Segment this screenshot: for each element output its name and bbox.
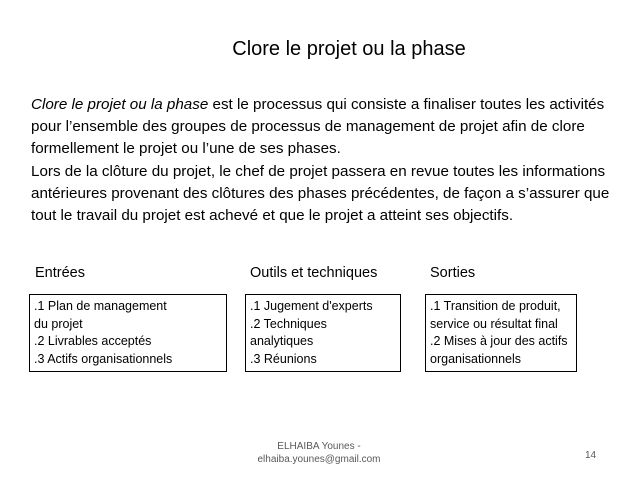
paragraph-rest: est le processus qui consiste a finaliser toutes les activités pour l’ensemble des groupes de processus de management de projet afin de clore formellement le projet ou l’une de ses phases. [31,96,605,158]
outputs-line: .1 Transition de produit, [430,299,561,313]
tools-line: .3 Réunions [250,351,317,366]
outputs-box [425,294,577,372]
inputs-heading: Entrées [35,265,85,281]
footer-email: elhaiba.younes@gmail.com [257,454,381,465]
paragraph-second: Lors de la clôture du projet, le chef de projet passera en revue toutes les informations antérieures provenant des clôtures des phases précédentes, de façon a s’assurer que tout le travail du projet est achevé et que le projet a atteint ses objectifs. [31,162,610,225]
body-paragraph [31,94,616,227]
inputs-box [29,294,227,372]
inputs-line: .2 Livrables acceptés [34,334,152,348]
tools-line: analytiques [250,334,314,348]
inputs-line: .3 Actifs organisationnels [34,351,173,366]
outputs-line: service ou résultat final [430,316,558,331]
tools-line: .2 Techniques [250,316,327,331]
tools-heading: Outils et techniques [250,265,378,281]
paragraph-lead-italic: Clore le projet ou la phase [31,96,209,113]
tools-line: .1 Jugement d'experts [250,299,373,313]
footer-author: ELHAIBA Younes - [277,441,361,452]
inputs-line: .1 Plan de management [34,299,167,313]
outputs-heading: Sorties [430,265,476,281]
tools-box [245,294,401,372]
slide-title: Clore le projet ou la phase [232,38,466,60]
outputs-line: .2 Mises à jour des actifs [430,334,568,348]
page-number: 14 [585,450,597,461]
footer-credit [240,440,398,466]
outputs-line: organisationnels [430,351,522,366]
inputs-line: du projet [34,316,83,331]
